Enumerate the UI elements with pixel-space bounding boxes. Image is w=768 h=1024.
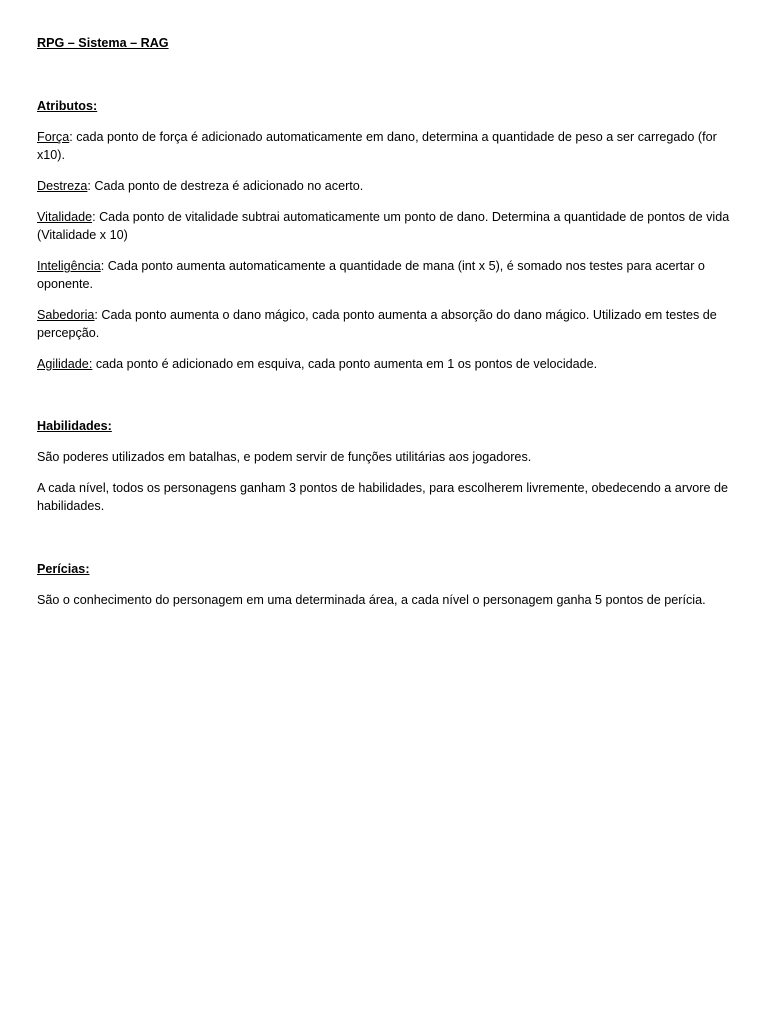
attribute-label: Inteligência [37,259,101,273]
habilidades-paragraph: São poderes utilizados em batalhas, e podem servir de funções utilitárias aos jogadores. [37,450,532,464]
attribute-description: : Cada ponto aumenta o dano mágico, cada ponto aumenta a absorção do dano mágico. Utilizado em testes de percepção. [37,308,717,340]
attribute-label: Força [37,130,70,144]
section-heading-habilidades: Habilidades: [37,419,112,433]
attribute-forca [37,128,737,164]
attribute-label: Vitalidade [37,210,93,224]
pericias-paragraph: São o conhecimento do personagem em uma determinada área, a cada nível o personagem ganha 5 pontos de perícia. [37,593,706,607]
attribute-label: Agilidade: [37,357,93,371]
section-heading-atributos: Atributos: [37,99,98,113]
attribute-description: : cada ponto de força é adicionado automaticamente em dano, determina a quantidade de peso a ser carregado (for x10). [37,130,717,162]
attribute-label: Destreza [37,179,88,193]
attribute-inteligencia [37,257,737,293]
attribute-label: Sabedoria [37,308,95,322]
attribute-description: cada ponto é adicionado em esquiva, cada ponto aumenta em 1 os pontos de velocidade. [92,357,598,371]
section-heading-pericias: Perícias: [37,562,90,576]
habilidades-paragraph: A cada nível, todos os personagens ganham 3 pontos de habilidades, para escolherem livremente, obedecendo a arvore de habilidades. [37,481,729,513]
attribute-agilidade [37,355,737,373]
attribute-description: : Cada ponto de vitalidade subtrai automaticamente um ponto de dano. Determina a quantidade de pontos de vida (Vitalidade x 10) [37,210,730,242]
document-title: RPG – Sistema – RAG [37,36,169,50]
attribute-description: : Cada ponto aumenta automaticamente a quantidade de mana (int x 5), é somado nos testes para acertar o oponente. [37,259,705,291]
attribute-sabedoria [37,306,737,342]
document-page [37,34,737,609]
attribute-description: : Cada ponto de destreza é adicionado no acerto. [87,179,364,193]
attribute-vitalidade [37,208,737,244]
attribute-destreza [37,177,737,195]
